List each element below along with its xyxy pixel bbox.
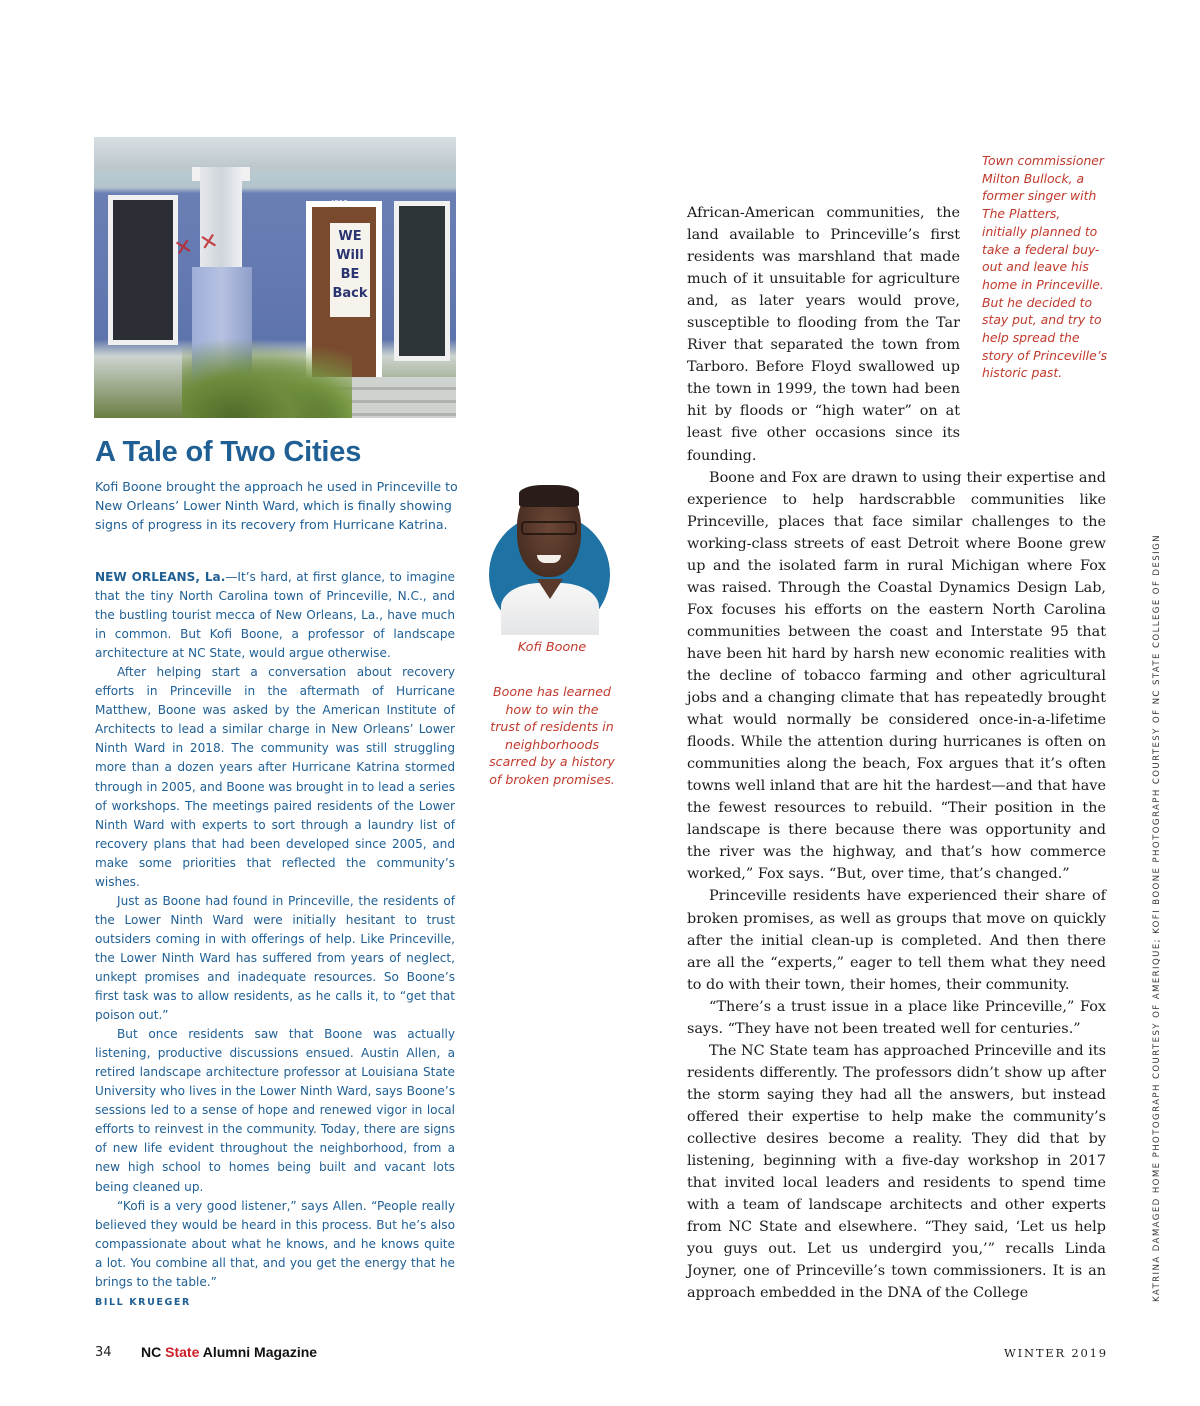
sidebar-paragraph: NEW ORLEANS, La.—It’s hard, at first glance, to imagine that the tiny North Carolina town of Princeville, N.C., and the bustling tourist mecca of New Orleans, La., have much in common. But Kofi Boone, a professor of landscape architecture at NC State, would argue otherwise.	[95, 570, 456, 661]
door-sign: WE Will BE Back	[330, 223, 370, 317]
article-paragraph: African-American communities, the land available to Princeville’s first residents was marshland that made much of it unsuitable for agriculture and, as later years would prove, susceptible to flooding from the Tar River that separated the town from Tarboro. Before Floyd swallowed up the town in 1999, the town had been hit by floods or “high water” on at least five other occasions since its founding.	[687, 205, 960, 464]
overgrown-plants	[182, 337, 352, 418]
magazine-name: NC State Alumni Magazine	[141, 1344, 318, 1360]
photo-credit: KATRINA DAMAGED HOME PHOTOGRAPH COURTESY OF AMERIQUE; KOFI BOONE PHOTOGRAPH COURTESY OF NC STATE COLLEGE OF DESIGN	[1152, 534, 1162, 1302]
photo-caption: Town commissioner Milton Bullock, a former singer with The Platters, initially planned to take a federal buy-out and leave his home in Princeville. But he decided to stay put, and try to help spread the story of Princeville’s historic past.	[982, 153, 1108, 381]
sidebar-paragraph: Just as Boone had found in Princeville, the residents of the Lower Ninth Ward were initially hesitant to trust outsiders coming in with offerings of help. Like Princeville, the Lower Ninth Ward has suffered from years of neglect, unkept promises and inadequate resources. So Boone’s first task was to allow residents, as he calls it, to “get that poison out.”	[95, 893, 455, 1023]
graffiti-mark: ✕ ✕	[171, 228, 221, 263]
article-paragraph: Princeville residents have experienced their share of broken promises, as well as groups that move on quickly after the initial clean-up is completed. And then there are all the “experts,” eager to tell them what they need to do with their town, their homes, their community.	[687, 888, 1106, 993]
house-window-left	[108, 195, 178, 345]
porch-roof	[94, 137, 456, 171]
article-paragraph: “There’s a trust issue in a place like Princeville,” Fox says. “They have not been treated well for centuries.”	[687, 998, 1106, 1037]
dateline: NEW ORLEANS, La.	[95, 570, 226, 584]
house-number: 4513	[330, 199, 348, 207]
caption-wrap-space	[960, 202, 1106, 432]
portrait-glasses	[521, 521, 577, 535]
issue-date: WINTER 2019	[1004, 1346, 1108, 1360]
sidebar-title: A Tale of Two Cities	[95, 436, 362, 468]
magazine-name-state: State	[165, 1344, 200, 1360]
katrina-damaged-home-photo	[94, 137, 456, 418]
sidebar-deck: Kofi Boone brought the approach he used in Princeville to New Orleans’ Lower Ninth Ward, which is finally showing signs of progress in its recovery from Hurricane Katrina.	[95, 479, 458, 533]
page-number: 34	[95, 1345, 112, 1360]
byline: BILL KRUEGER	[95, 1296, 191, 1308]
article-paragraph: Boone and Fox are drawn to using their expertise and experience to help hardscrabble communities like Princeville, places that face similar challenges to the working-class streets of east Detroit where Boone grew up and the isolated farm in rural Michigan where Fox was raised. Through the Coastal Dynamics Design Lab, Fox focuses his efforts on the eastern North Carolina communities between the coast and Interstate 95 that have been hit hard by harsh new economic realities with the decline of tobacco farming and other agricultural jobs and a changing climate that has repeatedly brought what would normally be considered once-in-a-lifetime floods. While the attention during hurricanes is often on communities along the beach, Fox argues that it’s often towns well inland that are hit the hardest—and that have the fewest resources to rebuild. “Their position in the landscape is there because there was opportunity and the river was the highway, and that’s how commerce worked,” Fox says. “But, over time, that’s changed.”	[687, 469, 1106, 883]
house-window-right	[394, 201, 450, 361]
sidebar-paragraph: After helping start a conversation about recovery efforts in Princeville in the aftermath of Hurricane Matthew, Boone was asked by the American Institute of Architects to lead a similar charge in New Orleans’ Lower Ninth Ward in 2018. The community was still struggling more than a dozen years after Hurricane Katrina stormed through in 2005, and Boone was brought in to lead a series of workshops. The meetings paired residents of the Lower Ninth Ward with experts to sort through a laundry list of recovery plans that had been developed since 2005, and make some priorities that reflected the community’s wishes.	[95, 665, 455, 889]
portrait-hair	[519, 485, 579, 507]
article-paragraph: The NC State team has approached Princeville and its residents differently. The professors didn’t show up after the storm saying they had all the answers, but instead offered their expertise to help make the community’s collective desires become a reality. They did that by listening, beginning with a five-day workshop in 2017 that invited local leaders and residents to spend time with a team of landscape architects and other experts from NC State and elsewhere. “They said, ‘Let us help you guys out. Let us undergird you,’” recalls Linda Joyner, one of Princeville’s town commissioners. It is an approach embedded in the DNA of the College	[687, 1042, 1106, 1302]
portrait-caption: Kofi Boone	[517, 640, 587, 655]
kofi-boone-portrait	[489, 485, 610, 635]
sidebar-paragraph: But once residents saw that Boone was actually listening, productive discussions ensued. Austin Allen, a retired landscape architecture professor at Louisiana State University who lives in the Lower Ninth Ward, says Boone’s sessions led to a sense of hope and renewed vigor in local efforts to reinvest in the community. Today, there are signs of new life evident throughout the neighborhood, from a new high school to homes being built and vacant lots being cleaned up.	[95, 1027, 455, 1194]
pullquote: Boone has learned how to win the trust of residents in neighborhoods scarred by a history of broken promises.	[489, 684, 615, 787]
sidebar-paragraph: “Kofi is a very good listener,” says Allen. “People really believed they would be heard in this process. But he’s also compassionate about what he knows, and he knows quite a lot. You combine all that, and you get the energy that he brings to the table.”	[95, 1198, 455, 1289]
main-article-column	[687, 202, 1106, 1304]
sidebar-body	[95, 568, 455, 1312]
